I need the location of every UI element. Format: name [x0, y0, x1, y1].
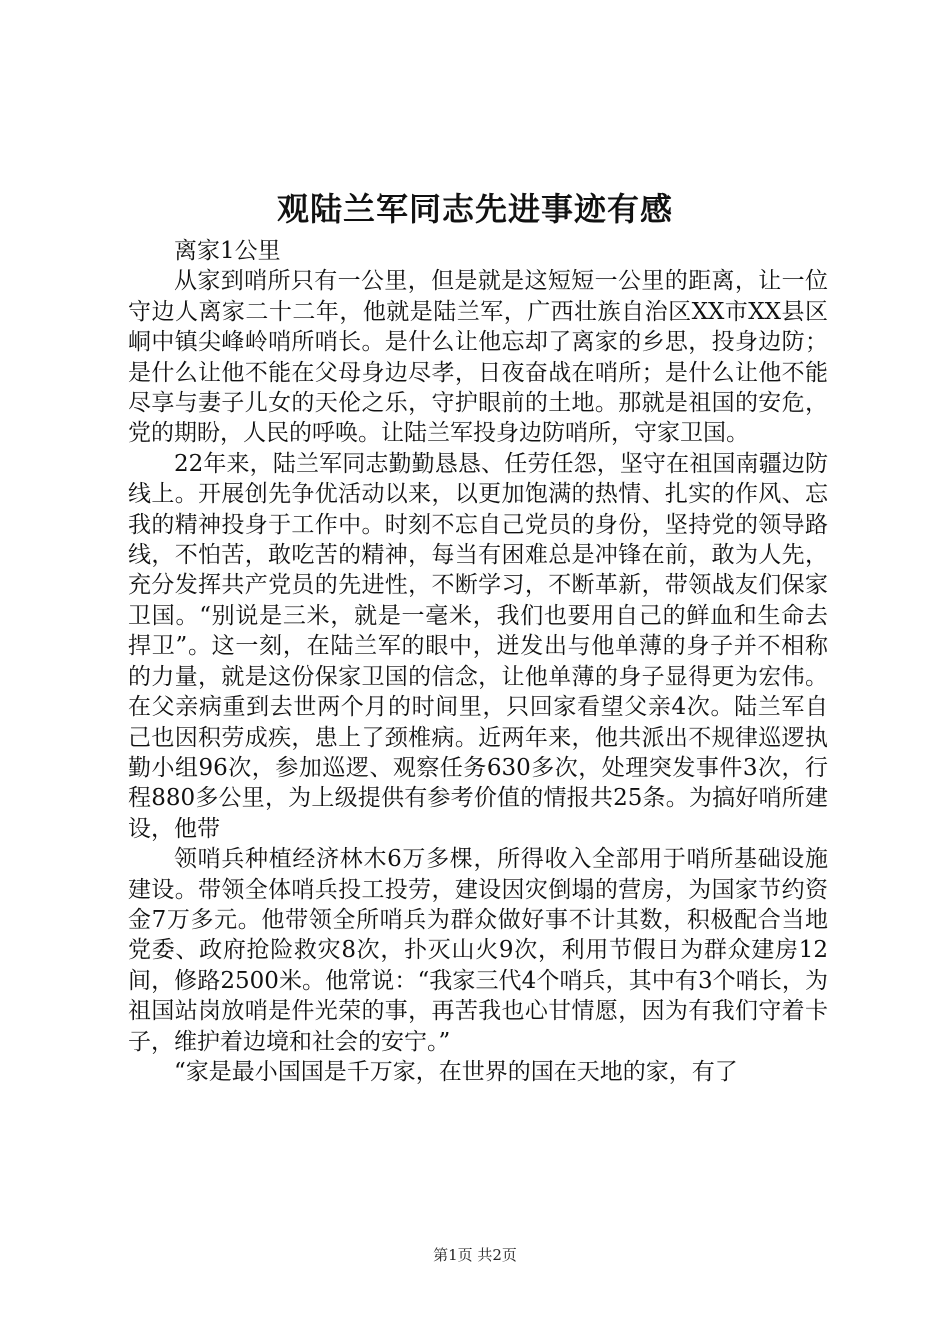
document-body — [128, 236, 828, 1087]
paragraph-1: 离家1公里 — [174, 238, 281, 264]
page-footer: 第1页 共2页 — [433, 1246, 517, 1264]
paragraph-2: 从家到哨所只有一公里，但是就是这短短一公里的距离，让一位守边人离家二十二年，他就是陆兰军，广西壮族自治区XX市XX县区峒中镇尖峰岭哨所哨长。是什么让他忘却了离家的乡思，投身边防；是什么让他不能在父母身边尽孝，日夜奋战在哨所；是什么让他不能尽享与妻子儿女的天伦之乐，守护眼前的土地。那就是祖国的安危，党的期盼，人民的呼唤。让陆兰军投身边防哨所，守家卫国。 — [128, 268, 828, 447]
paragraph-3: 22年来，陆兰军同志勤勤恳恳、任劳任怨，坚守在祖国南疆边防线上。开展创先争优活动以来，以更加饱满的热情、扎实的作风、忘我的精神投身于工作中。时刻不忘自己党员的身份，坚持党的领导路线，不怕苦，敢吃苦的精神，每当有困难总是冲锋在前，敢为人先，充分发挥共产党员的先进性，不断学习，不断革新，带领战友们保家卫国。“别说是三米，就是一毫米，我们也要用自己的鲜血和生命去捍卫”。这一刻，在陆兰军的眼中，迸发出与他单薄的身子并不相称的力量，就是这份保家卫国的信念，让他单薄的身子显得更为宏伟。在父亲病重到去世两个月的时间里，只回家看望父亲4次。陆兰军自己也因积劳成疾，患上了颈椎病。近两年来，他共派出不规律巡逻执勤小组96次，参加巡逻、观察任务630多次，处理突发事件3次，行程880多公里，为上级提供有参考价值的情报共25条。为搞好哨所建设，他带 — [128, 450, 828, 842]
paragraph-4: 领哨兵种植经济林木6万多棵，所得收入全部用于哨所基础设施建设。带领全体哨兵投工投劳，建设因灾倒塌的营房，为国家节约资金7万多元。他带领全所哨兵为群众做好事不计其数，积极配合当地党委、政府抢险救灾8次，扑灭山火9次，利用节假日为群众建房12间，修路2500米。他常说：“我家三代4个哨兵，其中有3个哨长，为祖国站岗放哨是件光荣的事，再苦我也心甘情愿，因为有我们守着卡子，维护着边境和社会的安宁。” — [128, 846, 828, 1055]
paragraph-5: “家是最小国国是千万家，在世界的国在天地的家，有了 — [174, 1058, 738, 1085]
document-title: 观陆兰军同志先进事迹有感 — [276, 190, 673, 228]
